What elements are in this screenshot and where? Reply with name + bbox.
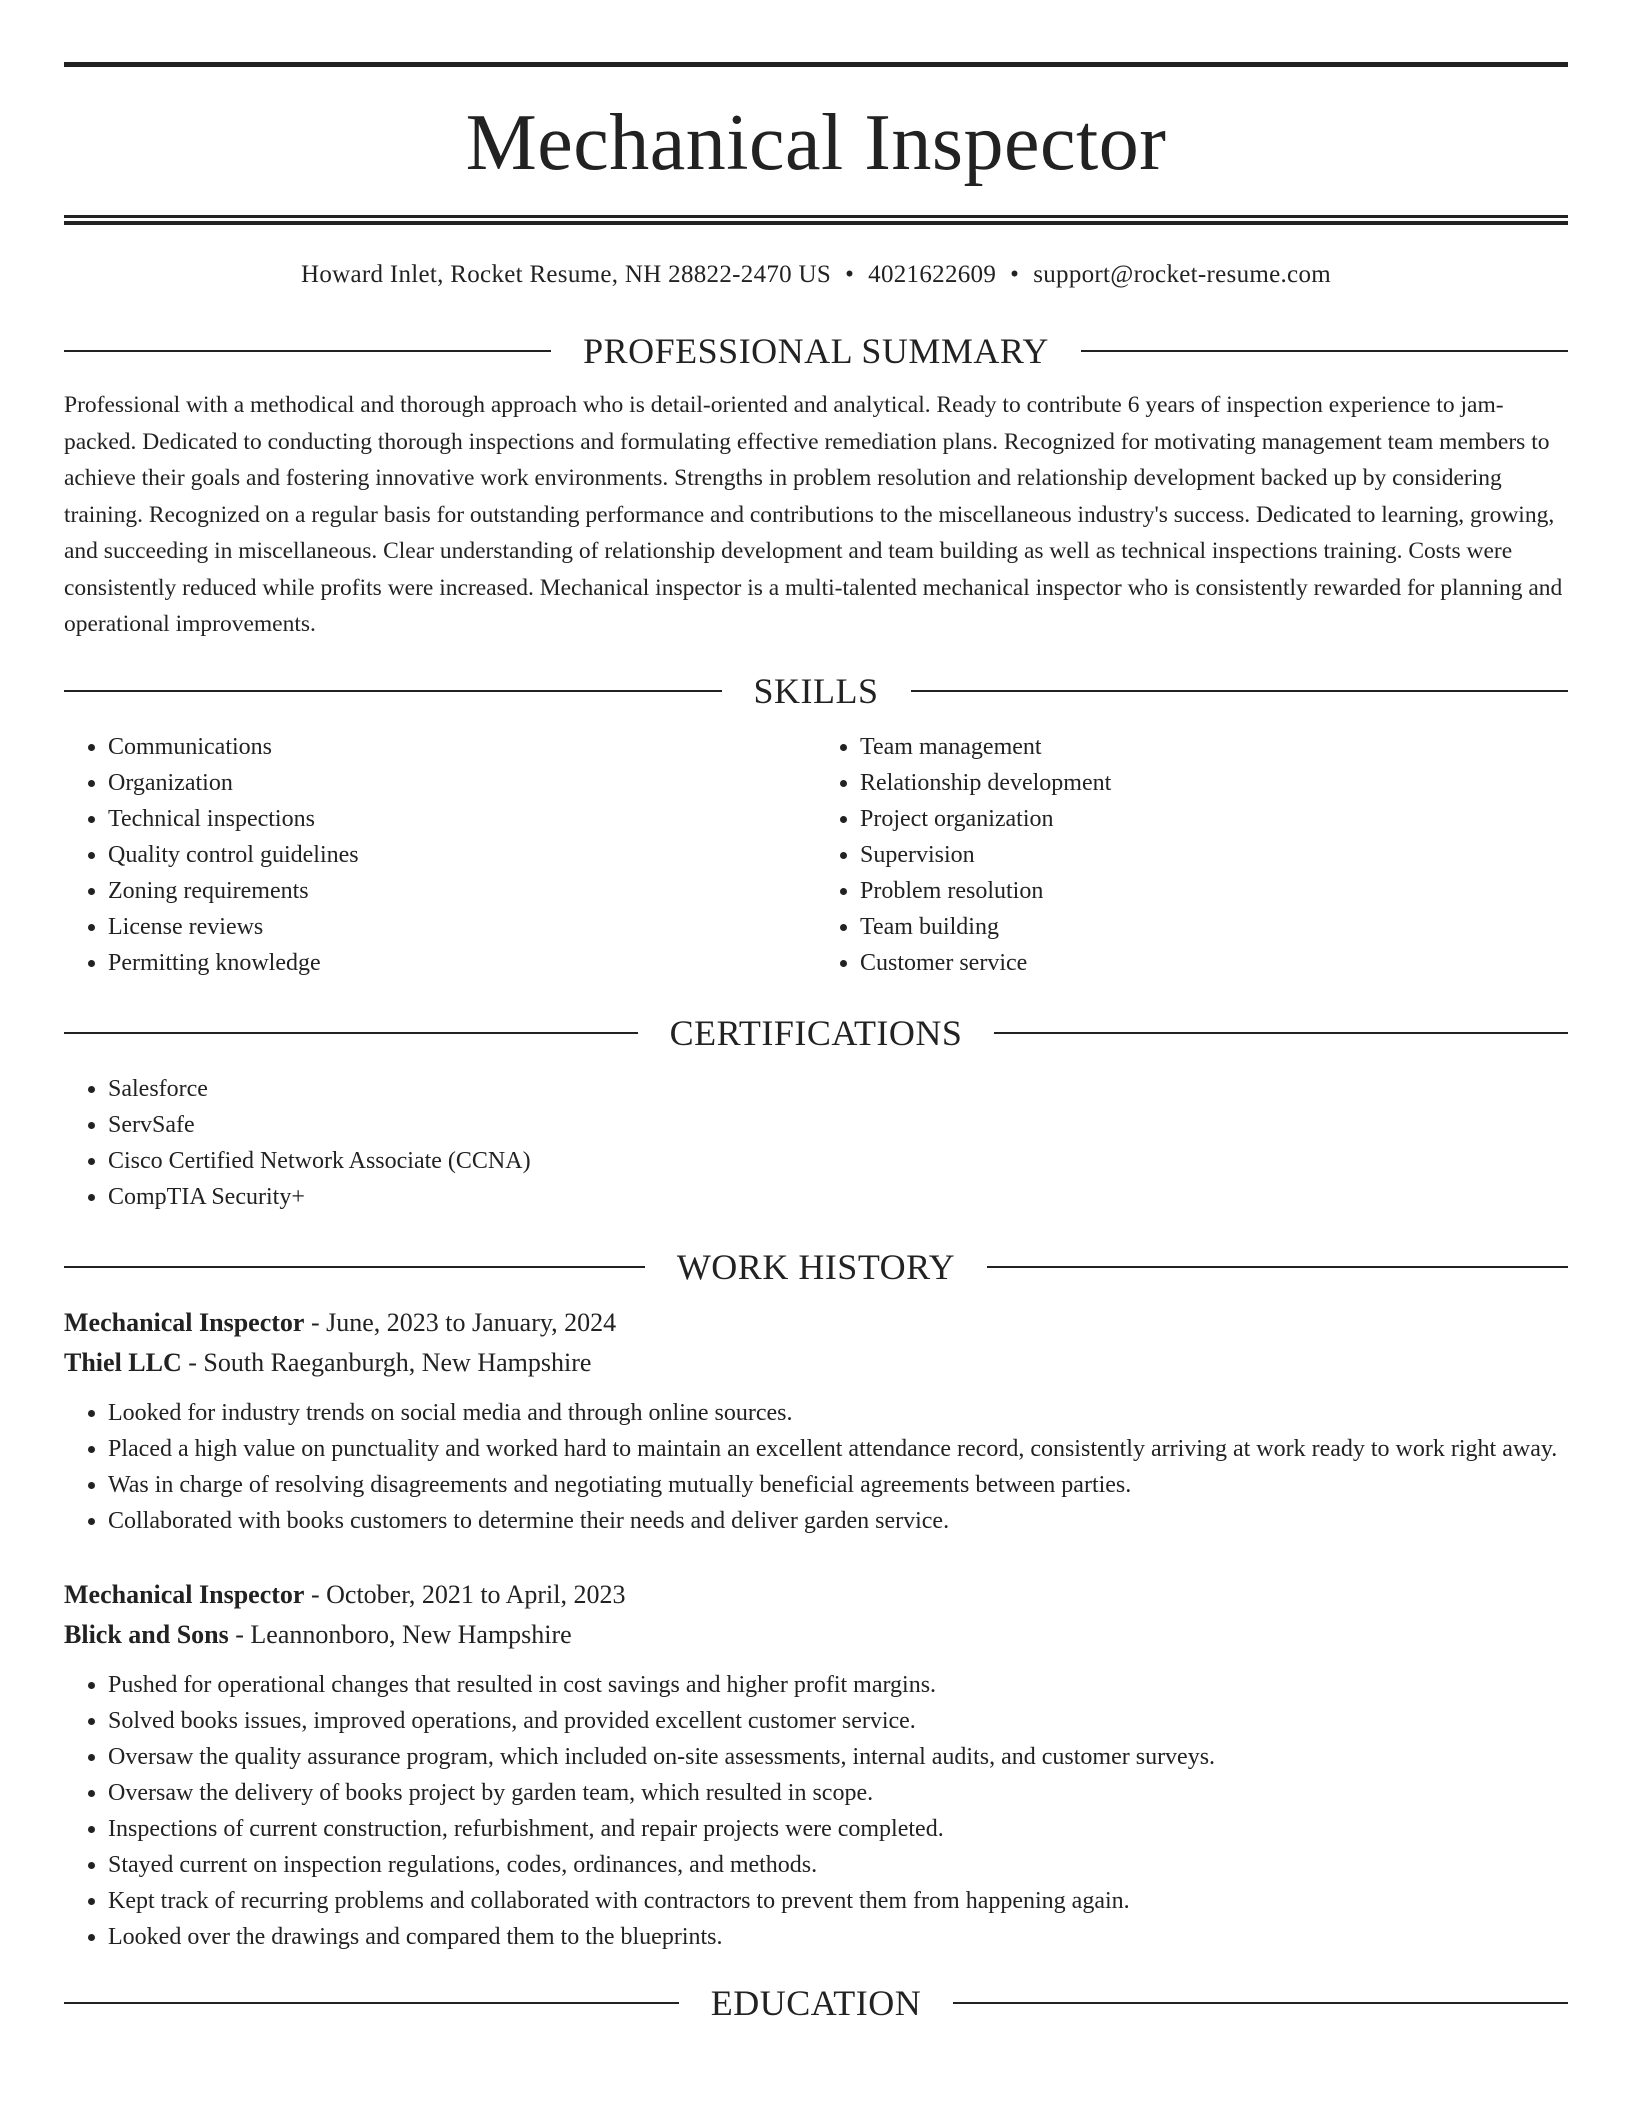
section-heading-education (64, 1981, 1568, 2025)
skill-item: • Technical inspections (108, 801, 816, 837)
job-bullet: • Oversaw the delivery of books project by garden team, which resulted in scope. (108, 1775, 1568, 1811)
job-title: Mechanical Inspector (64, 1307, 305, 1337)
skills-list-right (816, 729, 1568, 981)
job-company: Thiel LLC (64, 1347, 182, 1377)
job-bullet: • Kept track of recurring problems and collaborated with contractors to prevent them from happening again. (108, 1883, 1568, 1919)
heading-rule (994, 1032, 1568, 1034)
section-heading-summary (64, 329, 1568, 373)
contact-line (64, 259, 1568, 291)
skill-item: • Project organization (860, 801, 1568, 837)
skill-item: • Problem resolution (860, 873, 1568, 909)
skill-item: • Communications (108, 729, 816, 765)
skill-item: • Team building (860, 909, 1568, 945)
job-company-line (64, 1343, 1568, 1383)
skill-item: • Customer service (860, 945, 1568, 981)
skill-item: • Relationship development (860, 765, 1568, 801)
certifications-list (64, 1071, 1568, 1215)
job-bullet: • Was in charge of resolving disagreements and negotiating mutually beneficial agreements between parties. (108, 1467, 1568, 1503)
heading-rule (64, 1032, 638, 1034)
job-title: Mechanical Inspector (64, 1579, 305, 1609)
job-bullets (64, 1667, 1568, 1955)
skill-item: • Team management (860, 729, 1568, 765)
section-heading-skills (64, 669, 1568, 713)
skill-item: • Permitting knowledge (108, 945, 816, 981)
job-bullet: • Looked for industry trends on social media and through online sources. (108, 1395, 1568, 1431)
contact-phone: 4021622609 (868, 261, 997, 288)
skill-item: • Organization (108, 765, 816, 801)
skill-item: • Quality control guidelines (108, 837, 816, 873)
section-title: EDUCATION (710, 1982, 922, 2023)
job-dates: - June, 2023 to January, 2024 (304, 1307, 617, 1337)
heading-rule (987, 1266, 1568, 1268)
job-location: - Leannonboro, New Hampshire (228, 1619, 572, 1649)
heading-rule (64, 690, 722, 692)
section-title: WORK HISTORY (676, 1246, 956, 1287)
heading-rule (911, 690, 1569, 692)
job-bullet: • Inspections of current construction, refurbishment, and repair projects were completed. (108, 1811, 1568, 1847)
job-title-line (64, 1303, 1568, 1343)
job-bullet: • Looked over the drawings and compared them to the blueprints. (108, 1919, 1568, 1955)
skills-list-left (64, 729, 816, 981)
header-double-rule (64, 215, 1568, 225)
contact-separator: • (845, 261, 855, 288)
heading-rule (1081, 350, 1568, 352)
section-heading-work-history (64, 1245, 1568, 1289)
certification-item: • Cisco Certified Network Associate (CCNA) (108, 1143, 1568, 1179)
job-entry (64, 1303, 1568, 1539)
skills-grid (64, 729, 1568, 981)
job-bullet: • Pushed for operational changes that resulted in cost savings and higher profit margins. (108, 1667, 1568, 1703)
certification-item: • ServSafe (108, 1107, 1568, 1143)
certification-item: • Salesforce (108, 1071, 1568, 1107)
job-bullet: • Collaborated with books customers to determine their needs and deliver garden service. (108, 1503, 1568, 1539)
skill-item: • Supervision (860, 837, 1568, 873)
resume-name: Mechanical Inspector (465, 99, 1167, 187)
section-title: PROFESSIONAL SUMMARY (583, 331, 1049, 371)
skill-item: • License reviews (108, 909, 816, 945)
job-bullet: • Placed a high value on punctuality and worked hard to maintain an excellent attendance record, consistently arriving at work ready to work right away. (108, 1431, 1568, 1467)
heading-rule (64, 350, 551, 352)
summary-text: Professional with a methodical and thorough approach who is detail-oriented and analytical. Ready to contribute 6 years of inspection experience to jam-packed. Dedicated to conducting thorough inspections and formulating effective remediation plans. Recognized for motivating management team members to achieve their goals and fostering innovative work environments. Strengths in problem resolution and relationship development backed up by considering training. Recognized on a regular basis for outstanding performance and contributions to the miscellaneous industry's success. Dedicated to learning, growing, and succeeding in miscellaneous. Clear understanding of relationship development and team building as well as technical inspections training. Costs were consistently reduced while profits were increased. Mechanical inspector is a multi-talented mechanical inspector who is consistently rewarded for planning and operational improvements. (64, 392, 1563, 637)
job-bullets (64, 1395, 1568, 1539)
job-bullet: • Stayed current on inspection regulations, codes, ordinances, and methods. (108, 1847, 1568, 1883)
job-dates: - October, 2021 to April, 2023 (304, 1579, 626, 1609)
heading-rule (64, 2002, 679, 2004)
contact-address: Howard Inlet, Rocket Resume, NH 28822-2470 US (300, 261, 832, 288)
skill-item: • Zoning requirements (108, 873, 816, 909)
heading-rule (64, 1266, 645, 1268)
job-bullet: • Oversaw the quality assurance program, which included on-site assessments, internal audits, and customer surveys. (108, 1739, 1568, 1775)
job-location: - South Raeganburgh, New Hampshire (181, 1347, 592, 1377)
contact-separator: • (1010, 261, 1020, 288)
job-bullet: • Solved books issues, improved operations, and provided excellent customer service. (108, 1703, 1568, 1739)
heading-rule (953, 2002, 1568, 2004)
job-company: Blick and Sons (64, 1619, 229, 1649)
section-heading-certifications (64, 1011, 1568, 1055)
job-company-line (64, 1615, 1568, 1655)
job-entry (64, 1575, 1568, 1955)
contact-email: support@rocket-resume.com (1033, 261, 1331, 288)
section-title: CERTIFICATIONS (669, 1012, 963, 1053)
section-title: SKILLS (753, 670, 879, 711)
job-title-line (64, 1575, 1568, 1615)
header-top-rule (64, 62, 1568, 67)
certification-item: • CompTIA Security+ (108, 1179, 1568, 1215)
